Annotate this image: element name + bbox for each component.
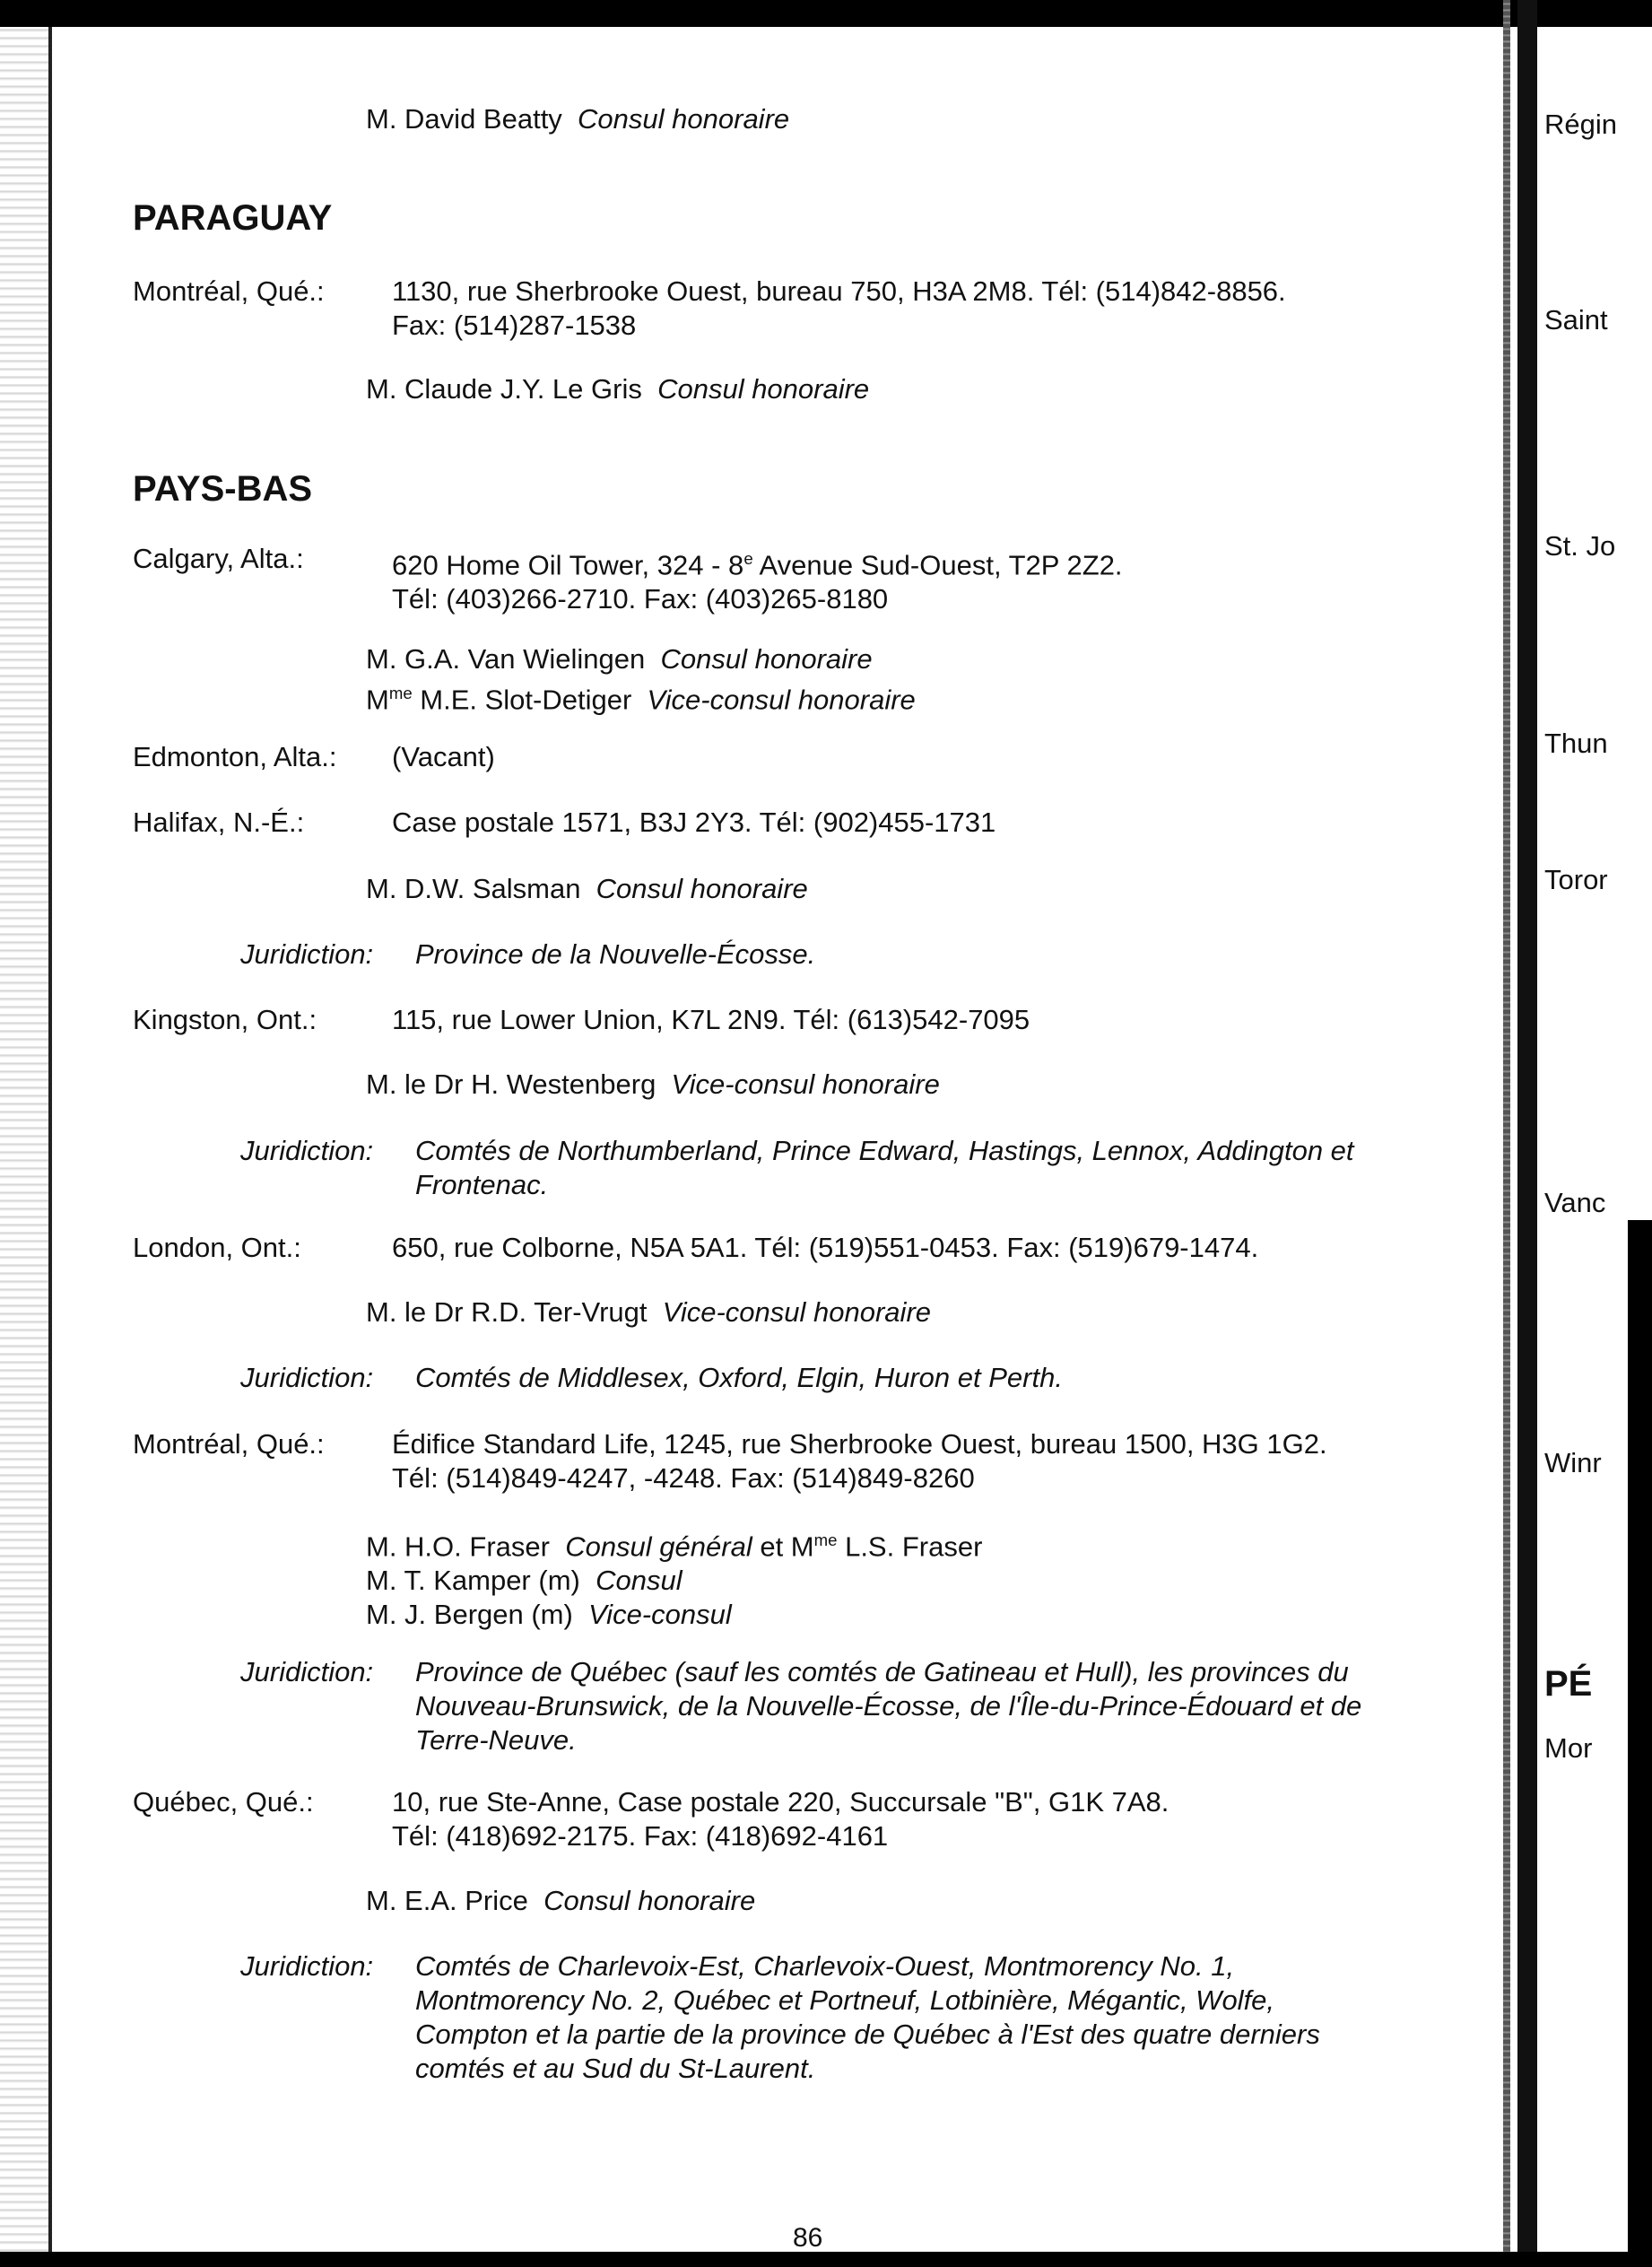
facing-page-fragment: Régin (1544, 109, 1617, 140)
top-scan-border (0, 0, 1652, 27)
facing-page-fragment: Toror (1544, 864, 1608, 895)
book-spine (1517, 0, 1537, 2267)
binding-texture (1503, 0, 1510, 2267)
bottom-scan-border (0, 2252, 1652, 2267)
facing-page-shadow (1628, 1220, 1652, 2252)
city-label: Kingston, Ont.: (133, 1004, 317, 1035)
jurisdiction-text: Comtés de Charlevoix-Est, Charlevoix-Ouest, Montmorency No. 1, Montmorency No. 2, Québec et Portneuf, Lotbinière, Mégantic, Wolfe, Compton et la partie de la province de Québec à l'Est des quatre derniers comtés et au Sud du St-Laurent. (415, 1950, 1320, 2084)
facing-page-fragment: Vanc (1544, 1187, 1606, 1218)
city-label: Halifax, N.-É.: (133, 807, 305, 838)
city-label: Montréal, Qué.: (133, 1428, 325, 1460)
consul-entry: M. David Beatty Consul honoraire (366, 103, 790, 135)
jurisdiction-label: Juridiction: (240, 938, 374, 970)
facing-page-fragment: Thun (1544, 728, 1608, 759)
jurisdiction-text: Comtés de Northumberland, Prince Edward, Hastings, Lennox, Addington et Frontenac. (415, 1135, 1354, 1200)
jurisdiction-label: Juridiction: (240, 1362, 374, 1393)
consul-entry: M. H.O. Fraser Consul général et $M^{me}$ L.S. Fraser M. T. Kamper (m) Consul M. J. Bergen (m) Vice-consul (366, 1530, 983, 1631)
address-block: 650, rue Colborne, N5A 5A1. Tél: (519)551-0453. Fax: (519)679-1474. (392, 1232, 1259, 1263)
jurisdiction-text: Province de la Nouvelle-Écosse. (415, 938, 816, 970)
consul-entry: M. D.W. Salsman Consul honoraire (366, 873, 808, 904)
city-label: Calgary, Alta.: (133, 543, 304, 574)
facing-page-fragment: Saint (1544, 304, 1608, 336)
facing-page-fragment: Mor (1544, 1732, 1593, 1764)
facing-page-heading-fragment: PÉ (1544, 1664, 1593, 1704)
facing-page-fragment: Winr (1544, 1447, 1602, 1478)
address-block: (Vacant) (392, 741, 495, 772)
left-edge-line (48, 0, 52, 2267)
city-label: Québec, Qué.: (133, 1786, 314, 1818)
country-heading-pays-bas: PAYS-BAS (133, 469, 313, 509)
jurisdiction-text: Province de Québec (sauf les comtés de Gatineau et Hull), les provinces du Nouveau-Brunswick, de la Nouvelle-Écosse, de l'Île-du-Prince-Édouard et de Terre-Neuve. (415, 1656, 1362, 1756)
address-block: 1130, rue Sherbrooke Ouest, bureau 750, H3A 2M8. Tél: (514)842-8856. Fax: (514)287-1538 (392, 275, 1286, 341)
country-heading-paraguay: PARAGUAY (133, 198, 333, 238)
address-block: 115, rue Lower Union, K7L 2N9. Tél: (613)542-7095 (392, 1004, 1030, 1035)
consul-entry: M. le Dr R.D. Ter-Vrugt Vice-consul honoraire (366, 1296, 932, 1328)
jurisdiction-label: Juridiction: (240, 1950, 374, 1982)
consul-entry: M. E.A. Price Consul honoraire (366, 1885, 756, 1916)
city-label: Edmonton, Alta.: (133, 741, 337, 772)
address-block: Édifice Standard Life, 1245, rue Sherbrooke Ouest, bureau 1500, H3G 1G2. Tél: (514)849-4247, -4248. Fax: (514)849-8260 (392, 1428, 1327, 1494)
facing-page-fragment: St. Jo (1544, 530, 1616, 562)
consul-entry: M. G.A. Van Wielingen Consul honoraire $M^{me}$ M.E. Slot-Detiger Vice-consul honoraire (366, 643, 916, 716)
page-number: 86 (793, 2223, 823, 2253)
left-page-edge (0, 0, 52, 2267)
address-block: 10, rue Ste-Anne, Case postale 220, Succursale "B", G1K 7A8. Tél: (418)692-2175. Fax: (418)692-4161 (392, 1786, 1169, 1852)
consul-entry: M. Claude J.Y. Le Gris Consul honoraire (366, 373, 870, 405)
city-label: Montréal, Qué.: (133, 275, 325, 307)
consul-entry: M. le Dr H. Westenberg Vice-consul honoraire (366, 1068, 940, 1100)
address-block: 620 Home Oil Tower, 324 - 8e Avenue Sud-Ouest, T2P 2Z2. Tél: (403)266-2710. Fax: (403)265-8180 (392, 549, 1123, 615)
address-block: Case postale 1571, B3J 2Y3. Tél: (902)455-1731 (392, 807, 996, 838)
jurisdiction-label: Juridiction: (240, 1656, 374, 1687)
jurisdiction-text: Comtés de Middlesex, Oxford, Elgin, Huron et Perth. (415, 1362, 1063, 1393)
jurisdiction-label: Juridiction: (240, 1135, 374, 1166)
city-label: London, Ont.: (133, 1232, 301, 1263)
